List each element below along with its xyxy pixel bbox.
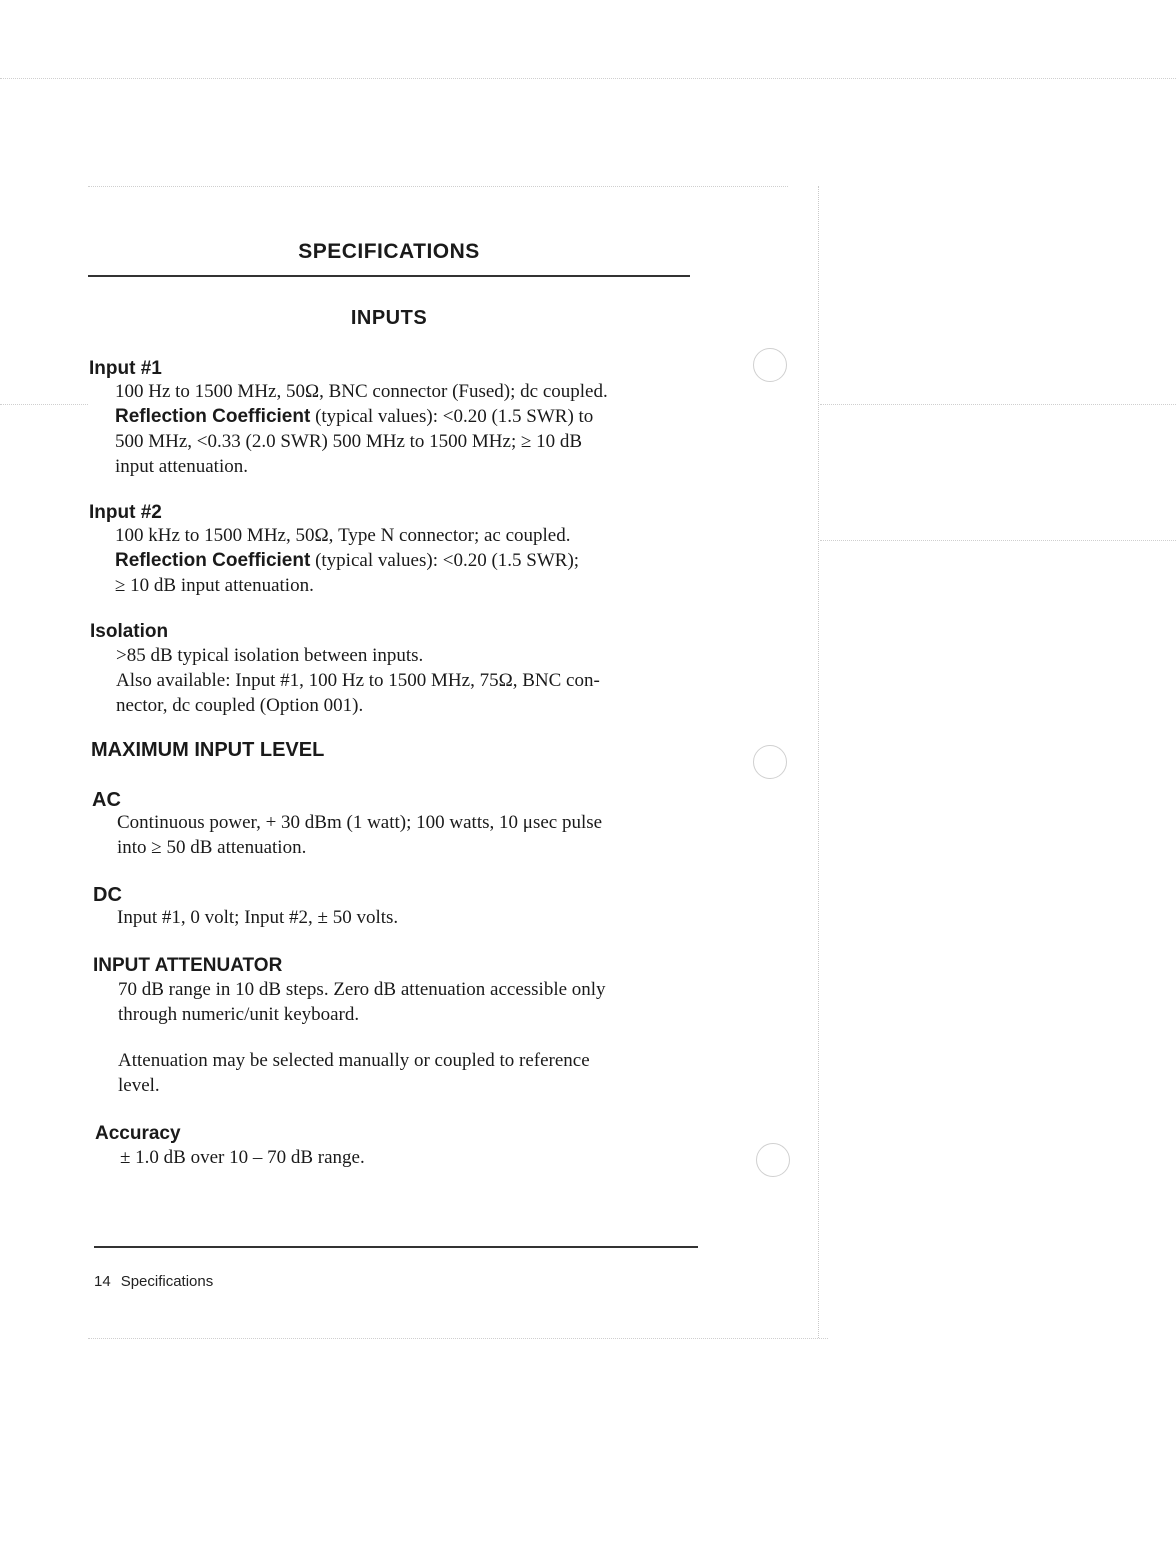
input2-line: 100 kHz to 1500 MHz, 50Ω, Type N connector; ac coupled. (115, 525, 571, 546)
accuracy-heading: Accuracy (95, 1123, 181, 1144)
ac-heading: AC (92, 789, 121, 811)
input1-body (115, 379, 695, 479)
input2-line: ≥ 10 dB input attenuation. (115, 575, 314, 596)
reflection-coefficient-label: Reflection Coefficient (115, 550, 311, 571)
dc-line: Input #1, 0 volt; Input #2, ± 50 volts. (117, 907, 399, 928)
input1-heading: Input #1 (89, 358, 162, 379)
input1-refl-text: (typical values): <0.20 (1.5 SWR) to (310, 406, 594, 427)
attenuator-line: Attenuation may be selected manually or coupled to reference (118, 1050, 590, 1071)
accuracy-body (120, 1145, 700, 1170)
binder-hole (753, 745, 787, 779)
input1-line (115, 404, 695, 429)
input1-line: 100 Hz to 1500 MHz, 50Ω, BNC connector (Fused); dc coupled. (115, 381, 608, 402)
footer-section: Specifications (120, 1273, 214, 1290)
page-footer (94, 1273, 223, 1290)
attenuator-line: 70 dB range in 10 dB steps. Zero dB attenuation accessible only (118, 979, 606, 1000)
page-edge-line (818, 186, 819, 1338)
binder-hole (756, 1143, 790, 1177)
ac-body (117, 810, 697, 860)
binder-hole (753, 348, 787, 382)
accuracy-line: ± 1.0 dB over 10 – 70 dB range. (120, 1147, 365, 1168)
dc-body (117, 905, 697, 930)
input1-line: 500 MHz, <0.33 (2.0 SWR) 500 MHz to 1500 MHz; ≥ 10 dB (115, 431, 583, 452)
page-number: 14 (94, 1273, 111, 1290)
input1-line: input attenuation. (115, 456, 248, 477)
page-title: SPECIFICATIONS (298, 240, 480, 263)
input2-refl-text: (typical values): <0.20 (1.5 SWR); (310, 550, 580, 571)
reflection-coefficient-label: Reflection Coefficient (115, 406, 311, 427)
isolation-line: nector, dc coupled (Option 001). (116, 695, 364, 716)
input2-body (115, 523, 695, 598)
scan-artifact-line (820, 540, 1176, 541)
isolation-line: >85 dB typical isolation between inputs. (116, 645, 424, 666)
scan-artifact-line (88, 186, 788, 187)
ac-line: into ≥ 50 dB attenuation. (117, 837, 307, 858)
isolation-body (116, 643, 696, 718)
attenuator-note (118, 1048, 698, 1098)
section-title: INPUTS (350, 307, 428, 329)
attenuator-line: level. (118, 1075, 160, 1096)
attenuator-body (118, 977, 698, 1027)
scan-artifact-line (88, 1338, 828, 1339)
dc-heading: DC (93, 884, 122, 906)
scan-artifact-line (0, 78, 1176, 79)
scan-artifact-line (0, 404, 88, 405)
isolation-line: Also available: Input #1, 100 Hz to 1500 MHz, 75Ω, BNC con- (116, 670, 600, 691)
footer-rule (94, 1246, 698, 1248)
title-rule (88, 275, 690, 277)
ac-line: Continuous power, + 30 dBm (1 watt); 100 watts, 10 μsec pulse (117, 812, 603, 833)
max-input-heading: MAXIMUM INPUT LEVEL (91, 739, 325, 761)
input2-heading: Input #2 (89, 502, 162, 523)
scan-artifact-line (820, 404, 1176, 405)
attenuator-heading: INPUT ATTENUATOR (93, 955, 283, 976)
isolation-heading: Isolation (90, 621, 169, 642)
input2-line (115, 548, 695, 573)
attenuator-line: through numeric/unit keyboard. (118, 1004, 360, 1025)
